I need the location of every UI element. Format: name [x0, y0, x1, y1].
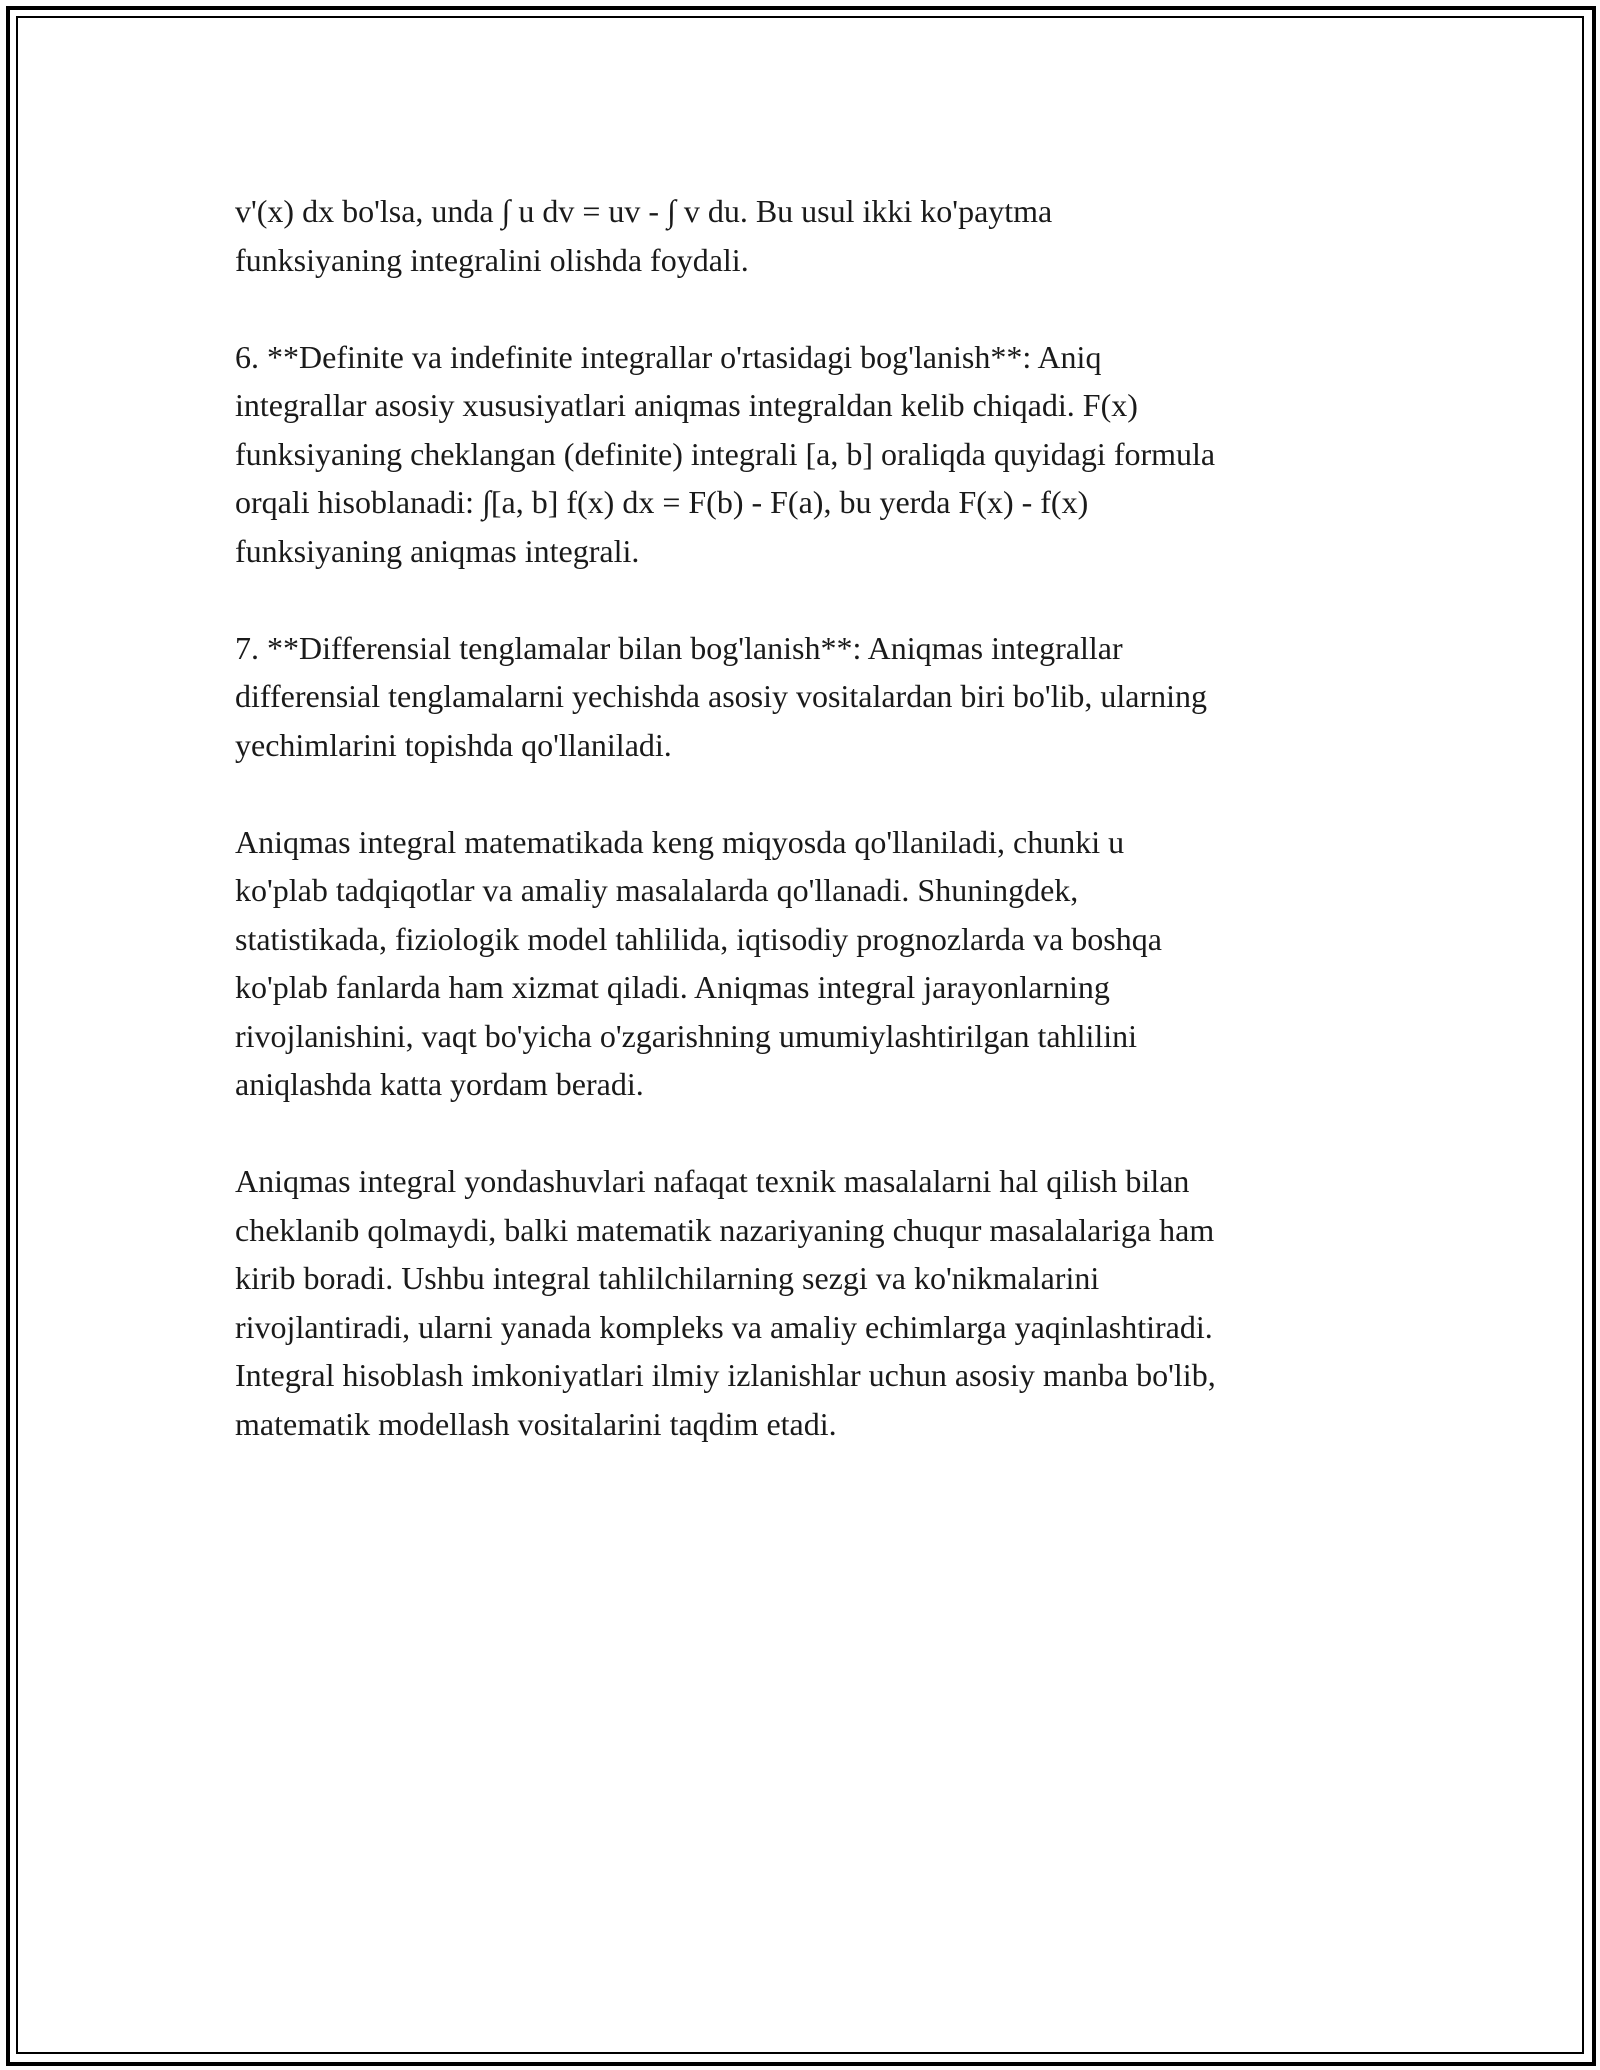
document-body	[235, 187, 1375, 1497]
paragraph-definite-indefinite: 6. **Definite va indefinite integrallar o'rtasidagi bog'lanish**: Aniq integrallar asosiy xususiyatlari aniqmas integraldan kelib chiqadi. F(x) funksiyaning cheklangan (definite) integrali [a, b] oraliqda quyidagi formula orqali hisoblanadi: ∫[a, b] f(x) dx = F(b) - F(a), bu yerda F(x) - f(x) funksiyaning aniqmas integrali.	[235, 338, 1216, 569]
paragraph-integration-by-parts: v'(x) dx bo'lsa, unda ∫ u dv = uv - ∫ v du. Bu usul ikki ko'paytma funksiyaning integralini olishda foydali.	[235, 193, 1053, 278]
paragraph-applications: Aniqmas integral matematikada keng miqyosda qo'llaniladi, chunki u ko'plab tadqiqotlar va amaliy masalalarda qo'llanadi. Shuningdek, statistikada, fiziologik model tahlilida, iqtisodiy prognozlarda va boshqa ko'plab fanlarda ham xizmat qiladi. Aniqmas integral jarayonlarning rivojlanishini, vaqt bo'yicha o'zgarishning umumiylashtirilgan tahlilini aniqlashda katta yordam beradi.	[235, 823, 1162, 1102]
paragraph-differential-equations: 7. **Differensial tenglamalar bilan bog'lanish**: Aniqmas integrallar differensial tenglamalarni yechishda asosiy vositalardan biri bo'lib, ularning yechimlarini topishda qo'llaniladi.	[235, 629, 1208, 763]
paragraph-conclusion: Aniqmas integral yondashuvlari nafaqat texnik masalalarni hal qilish bilan cheklanib qolmaydi, balki matematik nazariyaning chuqur masalalariga ham kirib boradi. Ushbu integral tahlilchilarning sezgi va ko'nikmalarini rivojlantiradi, ularni yanada kompleks va amaliy echimlarga yaqinlashtiradi. Integral hisoblash imkoniyatlari ilmiy izlanishlar uchun asosiy manba bo'lib, matematik modellash vositalarini taqdim etadi.	[235, 1163, 1216, 1442]
